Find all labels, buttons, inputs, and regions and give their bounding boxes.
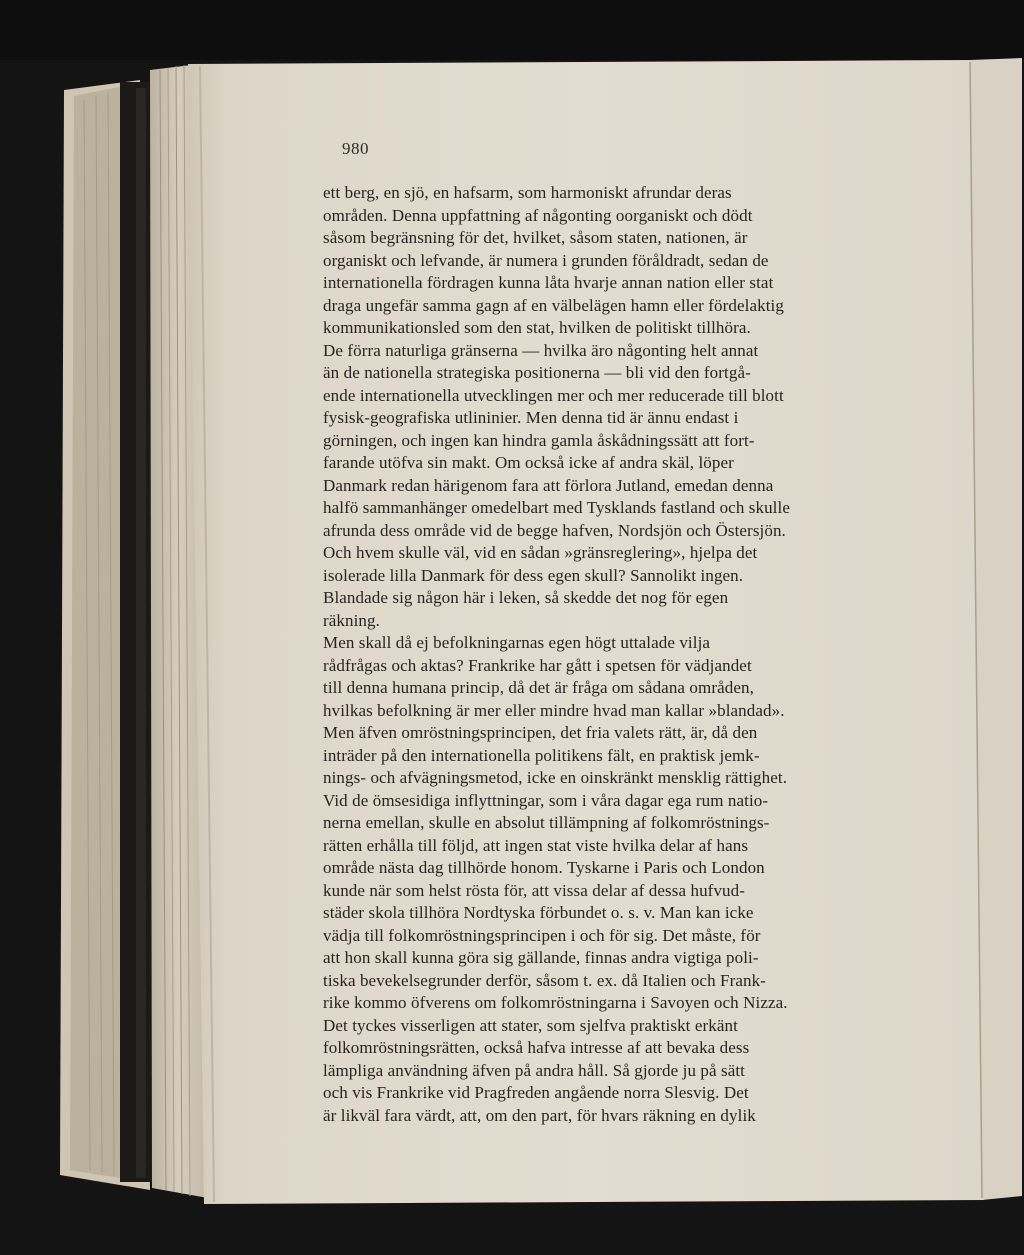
text-line: organiskt och lefvande, är numera i grunden föråldradt, sedan de xyxy=(323,250,769,270)
text-line: rätten erhålla till följd, att ingen stat viste hvilka delar af hans xyxy=(323,835,749,855)
text-line: räkning. xyxy=(323,610,380,630)
text-line: nerna emellan, skulle en absolut tillämpning af folkomröstnings- xyxy=(323,813,770,832)
text-line: till denna humana princip, då det är fråga om sådana områden, xyxy=(323,678,754,697)
text-line: kommunikationsled som den stat, hvilken de politiskt tillhöra. xyxy=(323,318,751,337)
text-line: områden. Denna uppfattning af någonting oorganiskt och dödt xyxy=(323,205,753,225)
page-number: 980 xyxy=(342,139,369,158)
text-line: än de nationella strategiska positionerna — bli vid den fortgå- xyxy=(323,363,751,382)
text-line: område nästa dag tillhörde honom. Tyskarne i Paris och London xyxy=(323,858,765,877)
text-line: Danmark redan härigenom fara att förlora Jutland, emedan denna xyxy=(323,475,774,495)
text-line: Blandade sig någon här i leken, så skedde det nog för egen xyxy=(323,588,729,607)
text-line: kunde när som helst rösta för, att vissa delar af dessa hufvud- xyxy=(323,880,746,900)
text-line: internationella fördragen kunna låta hvarje annan nation eller stat xyxy=(323,273,774,292)
text-line: görningen, och ingen kan hindra gamla åskådningssätt att fort- xyxy=(323,430,755,450)
text-line: ett berg, en sjö, en hafsarm, som harmoniskt afrundar deras xyxy=(323,183,732,202)
text-line: Men skall då ej befolkningarnas egen högt uttalade vilja xyxy=(323,633,711,652)
text-line: vädja till folkomröstningsprincipen i och för sig. Det måste, för xyxy=(323,925,761,945)
text-line: inträder på den internationella politikens fält, en praktisk jemk- xyxy=(323,745,760,765)
text-line: nings- och afvägningsmetod, icke en oinskränkt mensklig rättighet. xyxy=(323,768,788,787)
left-page-stack xyxy=(60,64,208,1198)
text-line: ende internationella utvecklingen mer och mer reducerade till blott xyxy=(323,385,784,405)
text-line: Vid de ömsesidiga inflyttningar, som i våra dagar ega rum natio- xyxy=(323,790,769,810)
text-line: De förra naturliga gränserna — hvilka äro någonting helt annat xyxy=(323,340,759,360)
text-line: rådfrågas och aktas? Frankrike har gått i spetsen för vädjandet xyxy=(323,655,752,675)
text-line: isolerade lilla Danmark för dess egen skull? Sannolikt ingen. xyxy=(323,565,744,585)
text-line: rike kommo öfverens om folkomröstningarna i Savoyen och Nizza. xyxy=(323,993,788,1012)
text-line: hvilkas befolkning är mer eller mindre hvad man kallar »blandad». xyxy=(323,700,785,720)
text-line: tiska bevekelsegrunder derför, såsom t. ex. då Italien och Frank- xyxy=(323,970,766,990)
text-line: är likväl fara värdt, att, om den part, för hvars räkning en dylik xyxy=(323,1105,756,1125)
text-line: Och hvem skulle väl, vid en sådan »gränsreglering», hjelpa det xyxy=(323,543,758,562)
text-line: draga ungefär samma gagn af en välbelägen hamn eller fördelaktig xyxy=(323,295,784,315)
text-line: fysisk-geografiska utlininier. Men denna tid är ännu endast i xyxy=(323,408,739,427)
text-line: folkomröstningsrätten, också hafva intresse af att bevaka dess xyxy=(323,1038,750,1057)
text-line: halfö sammanhänger omedelbart med Tysklands fastland och skulle xyxy=(323,498,790,517)
text-line: Men äfven omröstningsprincipen, det fria valets rätt, är, då den xyxy=(323,723,758,742)
text-line: städer skola tillhöra Nordtyska förbundet o. s. v. Man kan icke xyxy=(323,903,754,922)
text-line: att hon skall kunna göra sig gällande, finnas andra vigtiga poli- xyxy=(323,948,759,967)
text-line: farande utöfva sin makt. Om också icke af andra skäl, löper xyxy=(323,453,734,472)
text-line: och vis Frankrike vid Pragfreden angående norra Slesvig. Det xyxy=(323,1083,749,1102)
text-line: afrunda dess område vid de begge hafven, Nordsjön och Östersjön. xyxy=(323,520,786,540)
body-text xyxy=(323,182,893,1132)
text-line: Det tyckes visserligen att stater, som sjelfva praktiskt erkänt xyxy=(323,1015,738,1035)
text-line: lämpliga användning äfven på andra håll. Så gjorde ju på sätt xyxy=(323,1060,745,1080)
text-line: såsom begränsning för det, hvilket, såsom staten, nationen, är xyxy=(323,228,748,247)
dark-cloth xyxy=(0,0,1024,60)
